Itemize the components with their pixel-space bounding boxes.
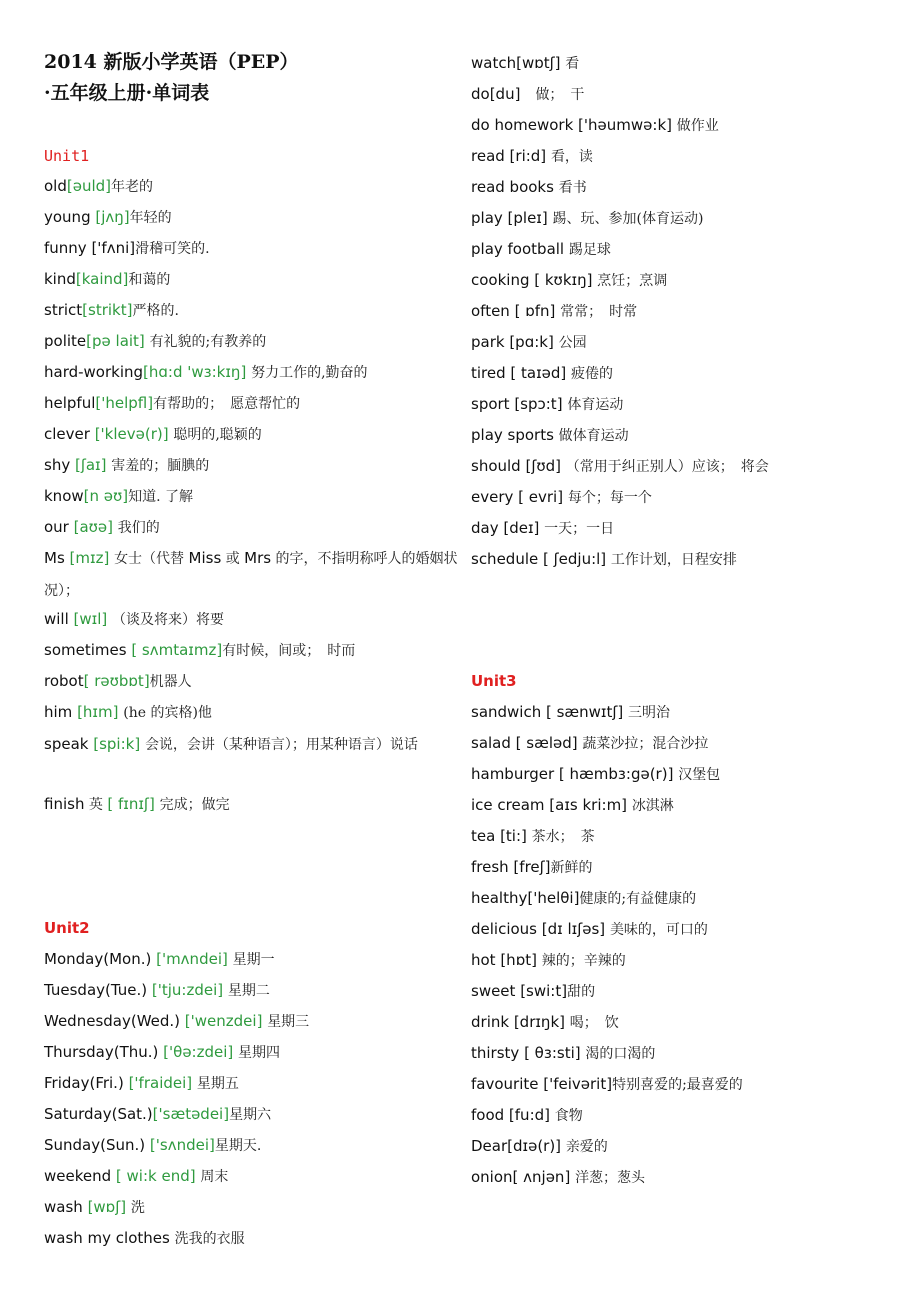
word-chinese: 年老的	[111, 179, 154, 195]
word-entry	[471, 455, 769, 478]
word-phonetic: [hɪm]	[77, 703, 124, 721]
word-phonetic: ['helpfl]	[95, 394, 154, 412]
word-entry	[44, 361, 368, 384]
word-english: play sports	[471, 426, 559, 444]
unit1-heading: Unit1	[44, 147, 90, 165]
word-english: young	[44, 208, 96, 226]
word-chinese: 有帮助的； 愿意帮忙的	[153, 396, 301, 412]
word-phonetic: ['θə:zdei]	[163, 1043, 239, 1061]
word-english: delicious [dɪ lɪʃəs]	[471, 920, 610, 938]
word-english: thirsty [ θɜ:sti]	[471, 1044, 586, 1062]
word-phonetic: [ sʌmtaɪmz]	[131, 641, 223, 659]
word-english: drink [drɪŋk]	[471, 1013, 570, 1031]
word-entry	[471, 52, 579, 75]
word-english: old	[44, 177, 67, 195]
word-english: do[du]	[471, 85, 536, 103]
unit2-heading: Unit2	[44, 919, 90, 937]
word-english: fresh [freʃ]	[471, 858, 551, 876]
word-phonetic: [ wi:k end]	[115, 1167, 201, 1185]
word-entry	[44, 423, 262, 446]
word-entry-ms: Ms [mɪz] 女士（代替 Miss 或 Mrs 的字，不指明称呼人的婚姻状况）；	[44, 549, 458, 599]
word-entry	[44, 1010, 309, 1033]
word-phonetic: [ʃaɪ]	[74, 456, 112, 474]
word-entry-finish: finish 英 [ fɪnɪʃ] 完成；做完	[44, 795, 230, 813]
word-entry	[471, 269, 667, 292]
page-title-line2: ·五年级上册·单词表	[44, 82, 210, 104]
word-entry	[44, 701, 212, 724]
word-phonetic: ['fraidei]	[128, 1074, 197, 1092]
word-entry	[44, 608, 224, 631]
word-chinese: 洋葱；葱头	[575, 1170, 646, 1186]
word-english: Wednesday(Wed.)	[44, 1012, 185, 1030]
word-phonetic: ['klevə(r)]	[94, 425, 174, 443]
word-entry	[471, 362, 613, 385]
word-english: onion[ ʌnjən]	[471, 1168, 576, 1186]
word-entry	[471, 1166, 645, 1189]
word-entry	[471, 517, 614, 540]
word-english: weekend	[44, 1167, 116, 1185]
word-chinese: 辣的；辛辣的	[541, 953, 626, 969]
word-entry	[44, 1196, 145, 1219]
word-entry	[44, 299, 179, 322]
word-phonetic: [pə lait]	[86, 332, 150, 350]
word-english: sport [spɔ:t]	[471, 395, 568, 413]
word-english: Friday(Fri.)	[44, 1074, 129, 1092]
word-english: shy	[44, 456, 75, 474]
word-chinese: 工作计划，日程安排	[610, 552, 737, 568]
word-phonetic: [n əʊ]	[83, 487, 129, 505]
word-chinese: 星期三	[267, 1014, 310, 1030]
word-english: day [deɪ]	[471, 519, 545, 537]
word-phonetic: ['tju:zdei]	[151, 981, 228, 999]
word-entry	[44, 1227, 245, 1250]
word-entry	[44, 392, 300, 415]
word-entry	[471, 1135, 608, 1158]
word-english: should [ʃʊd]	[471, 457, 566, 475]
word-entry	[44, 670, 192, 693]
word-entry	[471, 1042, 655, 1065]
word-entry	[471, 918, 708, 941]
word-chinese: 和蔼的	[128, 272, 171, 288]
word-english: will	[44, 610, 74, 628]
word-entry	[471, 980, 595, 1003]
word-chinese: 周末	[200, 1169, 229, 1185]
word-english: robot	[44, 672, 84, 690]
word-phonetic: ['sætədei]	[152, 1105, 230, 1123]
word-chinese: 特别喜爱的;最喜爱的	[612, 1077, 743, 1093]
word-english: sometimes	[44, 641, 132, 659]
word-chinese: 做作业	[676, 118, 719, 134]
word-chinese: 星期天.	[214, 1138, 262, 1154]
word-chinese: 疲倦的	[571, 366, 614, 382]
word-english: food [fu:d]	[471, 1106, 555, 1124]
word-chinese: 蔬菜沙拉；混合沙拉	[582, 736, 709, 752]
word-english: wash my clothes	[44, 1229, 175, 1247]
word-english: play [pleɪ]	[471, 209, 553, 227]
word-chinese: 洗	[130, 1200, 145, 1216]
word-chinese: 星期二	[227, 983, 270, 999]
word-entry	[44, 454, 209, 477]
word-chinese: 公园	[558, 335, 587, 351]
word-chinese: 努力工作的,勤奋的	[251, 365, 368, 381]
word-english: Monday(Mon.)	[44, 950, 157, 968]
word-entry	[471, 1073, 743, 1096]
word-entry	[471, 825, 595, 848]
word-chinese: 渴的口渴的	[585, 1046, 656, 1062]
word-entry	[44, 237, 210, 260]
word-entry	[471, 1104, 583, 1127]
word-chinese: 看书	[558, 180, 587, 196]
word-english: schedule [ ʃedju:l]	[471, 550, 611, 568]
word-chinese: 三明治	[628, 705, 671, 721]
word-english: favourite ['feivərit]	[471, 1075, 613, 1093]
word-entry	[44, 516, 160, 539]
word-entry	[471, 548, 737, 571]
word-entry	[471, 887, 696, 910]
word-entry	[471, 856, 593, 879]
word-entry	[44, 948, 275, 971]
unit3-heading: Unit3	[471, 672, 517, 690]
word-entry	[44, 639, 355, 662]
word-phonetic: [strikt]	[82, 301, 133, 319]
word-entry	[471, 176, 587, 199]
word-chinese: 洗我的衣服	[174, 1231, 245, 1247]
word-entry	[44, 1041, 280, 1064]
word-entry	[44, 485, 193, 508]
word-english: Dear[dɪə(r)]	[471, 1137, 566, 1155]
word-english: him	[44, 703, 78, 721]
word-english: Sunday(Sun.)	[44, 1136, 150, 1154]
word-entry	[471, 763, 720, 786]
word-chinese: 甜的	[567, 984, 596, 1000]
word-entry	[44, 206, 172, 229]
word-entry	[471, 114, 719, 137]
word-chinese: 做； 干	[535, 87, 585, 103]
word-chinese: 茶水； 茶	[531, 829, 595, 845]
word-chinese: 食物	[554, 1108, 583, 1124]
word-chinese: 聪明的,聪颖的	[173, 427, 262, 443]
word-english: sweet [swi:t]	[471, 982, 568, 1000]
word-chinese: 星期五	[196, 1076, 239, 1092]
word-entry	[44, 1103, 271, 1126]
word-entry	[44, 268, 170, 291]
word-chinese: 踢、玩、参加(体育运动)	[552, 211, 704, 227]
word-english: our	[44, 518, 74, 536]
word-english: clever	[44, 425, 95, 443]
word-chinese: 汉堡包	[678, 767, 721, 783]
word-english: hot [hɒt]	[471, 951, 542, 969]
word-english: cooking [ kʊkɪŋ]	[471, 271, 598, 289]
word-english: kind	[44, 270, 76, 288]
word-entry	[471, 393, 623, 416]
word-english: know	[44, 487, 84, 505]
word-english: strict	[44, 301, 83, 319]
word-chinese: 年轻的	[129, 210, 172, 226]
word-entry	[471, 207, 703, 230]
word-entry	[471, 83, 584, 106]
word-english: park [pɑ:k]	[471, 333, 559, 351]
word-entry	[471, 949, 626, 972]
word-chinese: 星期四	[238, 1045, 281, 1061]
word-english: read [ri:d]	[471, 147, 551, 165]
word-english: salad [ sæləd]	[471, 734, 583, 752]
word-english: tea [ti:]	[471, 827, 532, 845]
word-entry	[471, 701, 670, 724]
word-english: watch[wɒtʃ]	[471, 54, 566, 72]
word-chinese: 踢足球	[568, 242, 611, 258]
word-english: every [ evri]	[471, 488, 568, 506]
word-chinese: 有礼貌的;有教养的	[149, 334, 267, 350]
word-entry	[44, 330, 266, 353]
word-chinese: 我们的	[117, 520, 160, 536]
word-chinese: 做体育运动	[558, 428, 629, 444]
word-phonetic: [kaind]	[75, 270, 129, 288]
word-chinese: 害羞的；腼腆的	[111, 458, 210, 474]
word-english: read books	[471, 178, 559, 196]
word-english: ice cream [aɪs kri:m]	[471, 796, 632, 814]
word-chinese: 星期六	[229, 1107, 272, 1123]
word-phonetic: [wɒʃ]	[87, 1198, 131, 1216]
word-phonetic: [aʊə]	[73, 518, 118, 536]
word-entry	[471, 794, 674, 817]
word-entry	[44, 175, 153, 198]
word-english: hamburger [ hæmbɜ:gə(r)]	[471, 765, 679, 783]
word-chinese: 体育运动	[567, 397, 624, 413]
word-chinese: （谈及将来）将要	[112, 612, 225, 628]
word-chinese: 严格的.	[132, 303, 179, 319]
word-english: often [ ɒfn]	[471, 302, 561, 320]
word-entry	[471, 486, 652, 509]
word-chinese: 滑稽可笑的.	[135, 241, 210, 257]
word-chinese: 美味的，可口的	[609, 922, 708, 938]
word-phonetic: ['sʌndei]	[149, 1136, 215, 1154]
word-entry	[471, 1011, 619, 1034]
word-chinese: 常常； 时常	[560, 304, 638, 320]
page-title-line1: 2014 新版小学英语（PEP）	[44, 51, 299, 73]
word-phonetic: ['mʌndei]	[156, 950, 233, 968]
word-phonetic: [əuld]	[66, 177, 112, 195]
word-chinese: 每个；每一个	[567, 490, 652, 506]
word-chinese: 冰淇淋	[631, 798, 674, 814]
word-chinese: 新鲜的	[550, 860, 593, 876]
word-english: tired [ taɪəd]	[471, 364, 572, 382]
word-chinese: 喝； 饮	[569, 1015, 619, 1031]
word-english: Saturday(Sat.)	[44, 1105, 153, 1123]
word-english: Tuesday(Tue.)	[44, 981, 152, 999]
word-english: helpful	[44, 394, 96, 412]
word-entry	[471, 732, 708, 755]
word-entry	[471, 238, 611, 261]
word-chinese: （常用于纠正别人）应该； 将会	[565, 459, 769, 475]
word-english: wash	[44, 1198, 88, 1216]
word-chinese: 看，读	[550, 149, 593, 165]
word-entry	[44, 1134, 261, 1157]
word-chinese: 有时候，间或； 时而	[222, 643, 356, 659]
word-phonetic: ['wenzdei]	[184, 1012, 268, 1030]
word-chinese: 亲爱的	[565, 1139, 608, 1155]
word-english: Thursday(Thu.)	[44, 1043, 164, 1061]
word-entry	[471, 331, 587, 354]
word-chinese: 看	[565, 56, 580, 72]
word-entry	[44, 1165, 228, 1188]
word-chinese: 烹饪；烹调	[597, 273, 668, 289]
word-english: sandwich [ sænwɪtʃ]	[471, 703, 629, 721]
word-english: polite	[44, 332, 87, 350]
word-chinese: 知道. 了解	[128, 489, 194, 505]
word-entry	[471, 424, 629, 447]
word-english: play football	[471, 240, 569, 258]
word-chinese: 健康的;有益健康的	[579, 891, 697, 907]
word-english: hard-working	[44, 363, 144, 381]
word-phonetic: [ rəʊbɒt]	[83, 672, 150, 690]
word-chinese: 星期一	[232, 952, 275, 968]
word-phonetic: [hɑ:d 'wɜ:kɪŋ]	[143, 363, 252, 381]
word-english: do homework ['həumwə:k]	[471, 116, 677, 134]
word-entry	[471, 300, 637, 323]
word-english: funny ['fʌni]	[44, 239, 136, 257]
word-chinese: 一天；一日	[544, 521, 615, 537]
word-entry	[471, 145, 593, 168]
word-phonetic: [wɪl]	[73, 610, 113, 628]
word-chinese: (he 的宾格)他	[123, 705, 212, 721]
word-entry	[44, 1072, 239, 1095]
word-phonetic: [jʌŋ]	[95, 208, 130, 226]
word-entry-speak: speak [spi:k] 会说，会讲（某种语言）；用某种语言）说话	[44, 735, 418, 753]
word-entry	[44, 979, 270, 1002]
word-chinese: 机器人	[149, 674, 192, 690]
word-english: healthy['helθi]	[471, 889, 580, 907]
